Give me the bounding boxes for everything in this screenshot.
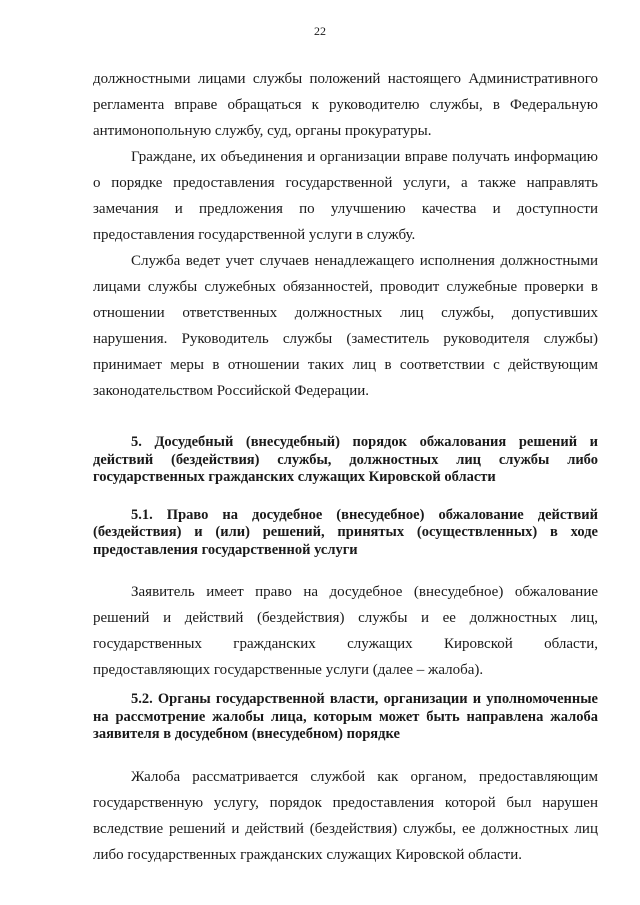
- section-5-heading: 5. Досудебный (внесудебный) порядок обжалования решений и действий (бездействия) службы, должностных лиц службы либо государственных гражданских служащих Кировской области: [93, 434, 598, 485]
- document-body: [93, 66, 598, 868]
- section-5-1-paragraph: Заявитель имеет право на досудебное (внесудебное) обжалование решений и действий (бездействия) службы и ее должностных лиц, государственных гражданских служащих Кировской области, предоставляющих государственные услуги (далее – жалоба).: [93, 584, 598, 678]
- section-5-2-paragraph: Жалоба рассматривается службой как органом, предоставляющим государственную услугу, порядок предоставления которой был нарушен вследствие решений и действий (бездействия) службы, ее должностных лиц либо государственных гражданских служащих Кировской области.: [93, 768, 598, 863]
- page-number: 22: [314, 24, 326, 38]
- paragraph-continuation: должностными лицами службы положений настоящего Административного регламента вправе обращаться к руководителю службы, в Федеральную антимонопольную службу, суд, органы прокуратуры.: [93, 71, 598, 139]
- section-5-1-heading: 5.1. Право на досудебное (внесудебное) обжалование действий (бездействия) и (или) решений, принятых (осуществленных) в ходе предоставления государственной услуги: [93, 506, 598, 558]
- section-5-2-heading: 5.2. Органы государственной власти, организации и уполномоченные на рассмотрение жалобы лица, которым может быть направлена жалоба заявителя в досудебном (внесудебном) порядке: [93, 691, 598, 742]
- paragraph-service-accounting: Служба ведет учет случаев ненадлежащего исполнения должностными лицами службы служебных обязанностей, проводит служебные проверки в отношении ответственных должностных лиц службы, допустивших нарушения. Руководитель службы (заместитель руководителя службы) принимает меры в отношении таких лиц в соответствии с действующим законодательством Российской Федерации.: [93, 253, 598, 399]
- paragraph-citizens-rights: Граждане, их объединения и организации вправе получать информацию о порядке предоставления государственной услуги, а также направлять замечания и предложения по улучшению качества и доступности предоставления государственной услуги в службу.: [93, 149, 598, 243]
